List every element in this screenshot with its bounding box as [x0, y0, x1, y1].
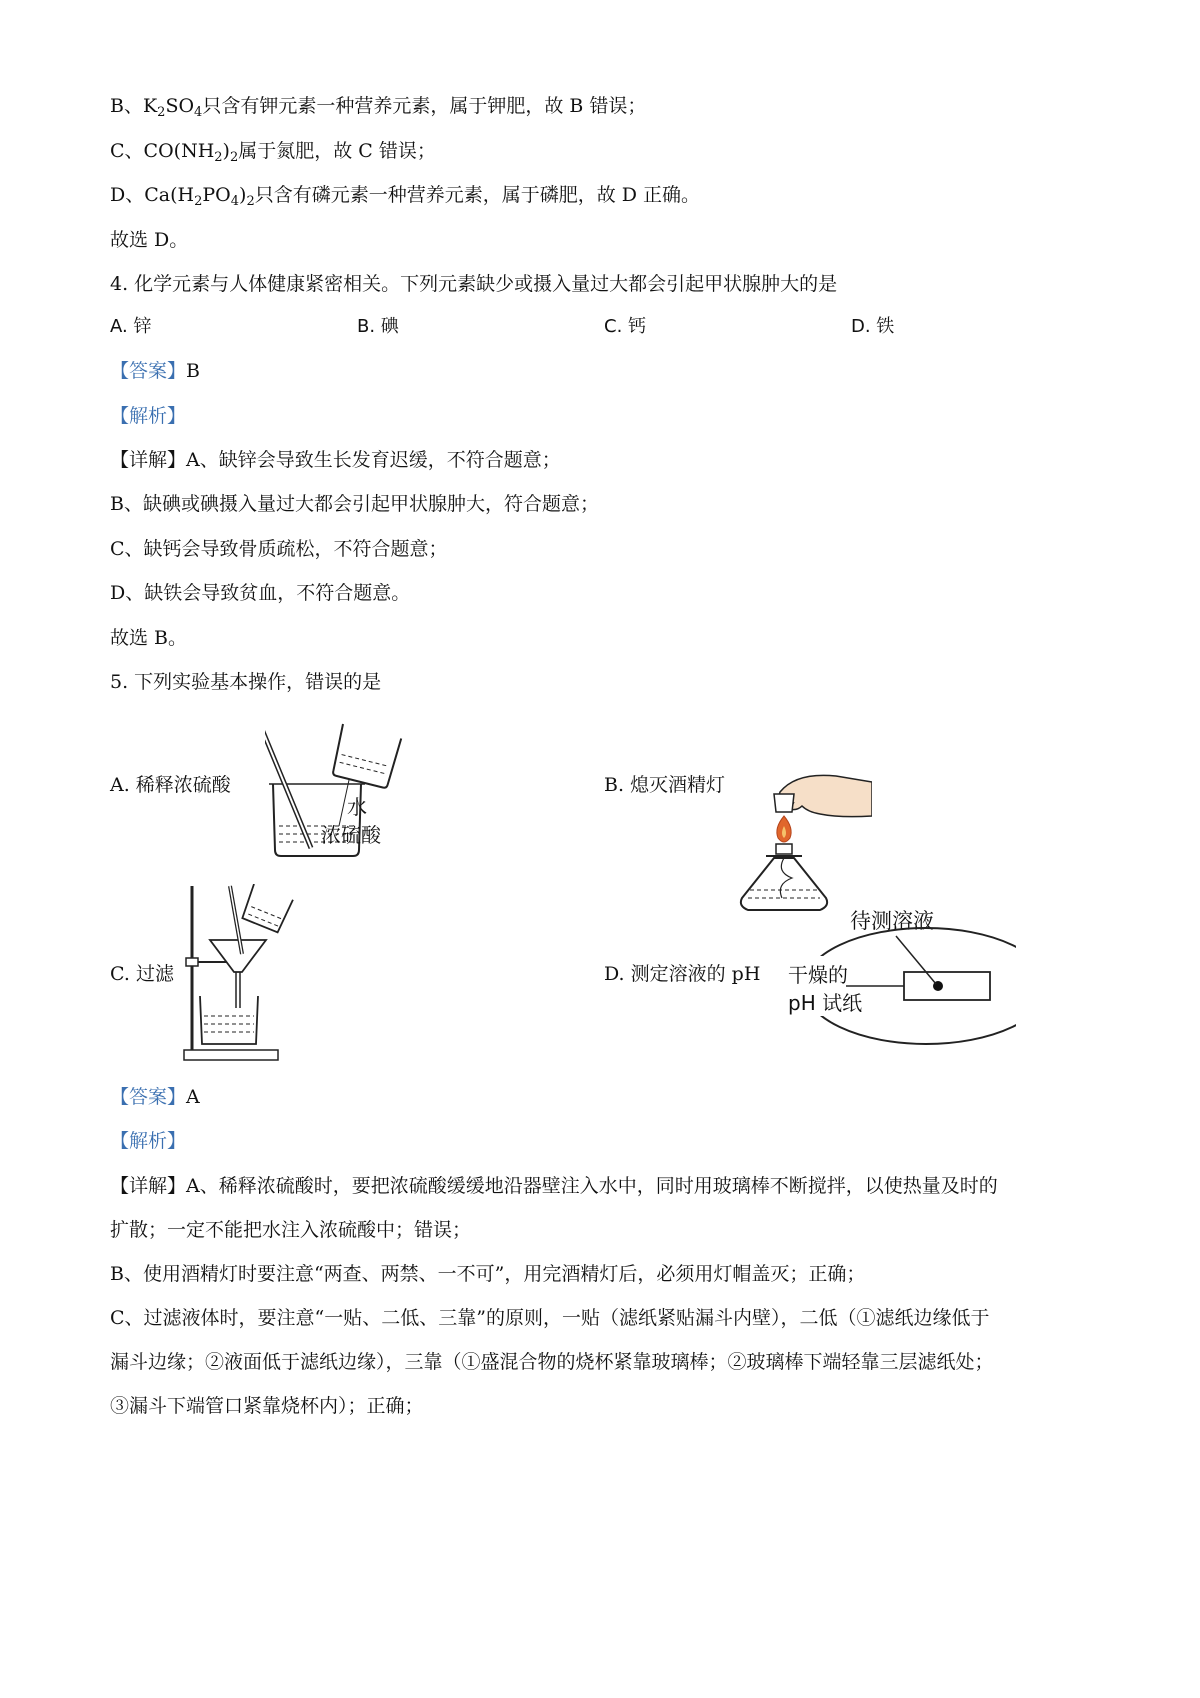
subscript: 2	[157, 105, 166, 120]
q5-detail-c3: ③漏斗下端管口紧靠烧杯内）；正确；	[110, 1395, 424, 1417]
figure-ph-test	[786, 898, 1016, 1062]
text-part: D、Ca(H	[110, 184, 195, 206]
paper-label: pH 试纸	[788, 991, 863, 1015]
q3-option-b-analysis	[110, 92, 646, 120]
subscript: 4	[194, 105, 203, 120]
answer-value: B	[186, 360, 200, 382]
text-part: 只含有钾元素一种营养元素，属于钾肥，故 B 错误；	[202, 95, 647, 117]
figure-filtration	[182, 884, 322, 1068]
figure-dilute-acid	[265, 722, 425, 866]
detail-text: A、缺锌会导致生长发育迟缓，不符合题意；	[186, 449, 561, 471]
subscript: 2	[246, 194, 255, 209]
answer-value: A	[186, 1086, 200, 1108]
q5-answer	[110, 1083, 200, 1111]
q4-option-c: C. 钙	[604, 316, 647, 337]
q3-option-c-analysis	[110, 137, 436, 165]
solution-label: 待测溶液	[850, 909, 934, 933]
q5-detail-a1	[110, 1172, 998, 1200]
q4-choose: 故选 B。	[110, 627, 188, 649]
subscript: 4	[230, 194, 240, 209]
acid-label: 浓硫酸	[321, 823, 381, 847]
subscript: 2	[194, 194, 203, 209]
detail-tag: 【详解】	[110, 449, 187, 471]
text-part: 只含有磷元素一种营养元素，属于磷肥，故 D 正确。	[254, 184, 701, 206]
q3-choose: 故选 D。	[110, 229, 189, 251]
q5-option-a-label: A. 稀释浓硫酸	[110, 774, 231, 796]
text-part: B、K	[110, 95, 158, 117]
water-label: 水	[347, 795, 367, 819]
q4-detail-b: B、缺碘或碘摄入量过大都会引起甲状腺肿大，符合题意；	[110, 493, 599, 515]
answer-tag: 【答案】	[110, 360, 187, 382]
q5-detail-b: B、使用酒精灯时要注意“两查、两禁、一不可”，用完酒精灯后，必须用灯帽盖灭；正确；	[110, 1263, 866, 1285]
q5-option-d-label: D. 测定溶液的 pH	[604, 963, 761, 985]
text-part: PO	[202, 184, 231, 206]
q5-detail-c1: C、过滤液体时，要注意“一贴、二低、三靠”的原则，一贴（滤纸紧贴漏斗内壁），二低（①滤纸边缘低于	[110, 1307, 990, 1329]
q4-option-d: D. 铁	[851, 316, 895, 337]
dry-label: 干燥的	[788, 963, 848, 987]
q4-option-b: B. 碘	[357, 316, 399, 337]
q4-option-a: A. 锌	[110, 316, 152, 337]
subscript: 2	[229, 150, 239, 165]
text-part: SO	[165, 95, 195, 117]
q5-detail-c2: 漏斗边缘；②液面低于滤纸边缘），三靠（①盛混合物的烧杯紧靠玻璃棒；②玻璃棒下端轻靠三层滤纸处；	[110, 1351, 994, 1373]
detail-text: A、稀释浓硫酸时，要把浓硫酸缓缓地沿器壁注入水中，同时用玻璃棒不断搅拌，以使热量及时的	[186, 1175, 998, 1197]
q5-analysis-tag: 【解析】	[110, 1130, 187, 1152]
q3-option-d-analysis	[110, 181, 700, 209]
answer-tag: 【答案】	[110, 1086, 187, 1108]
text-part: )	[222, 140, 230, 162]
text-part: 属于氮肥，故 C 错误；	[238, 140, 436, 162]
q4-detail-c: C、缺钙会导致骨质疏松，不符合题意；	[110, 538, 448, 560]
q5-detail-a2: 扩散；一定不能把水注入浓硫酸中；错误；	[110, 1219, 472, 1241]
q4-detail-d: D、缺铁会导致贫血，不符合题意。	[110, 582, 411, 604]
subscript: 2	[214, 150, 223, 165]
q4-detail-a	[110, 446, 561, 474]
q4-answer	[110, 357, 200, 385]
text-part: C、CO(NH	[110, 140, 215, 162]
q5-option-c-label: C. 过滤	[110, 963, 174, 985]
q4-analysis-tag: 【解析】	[110, 405, 187, 427]
q5-option-b-label: B. 熄灭酒精灯	[604, 774, 726, 796]
q5-stem: 5. 下列实验基本操作，错误的是	[110, 671, 382, 693]
q4-stem: 4. 化学元素与人体健康紧密相关。下列元素缺少或摄入量过大都会引起甲状腺肿大的是	[110, 273, 838, 295]
detail-tag: 【详解】	[110, 1175, 187, 1197]
text-part: )	[239, 184, 247, 206]
